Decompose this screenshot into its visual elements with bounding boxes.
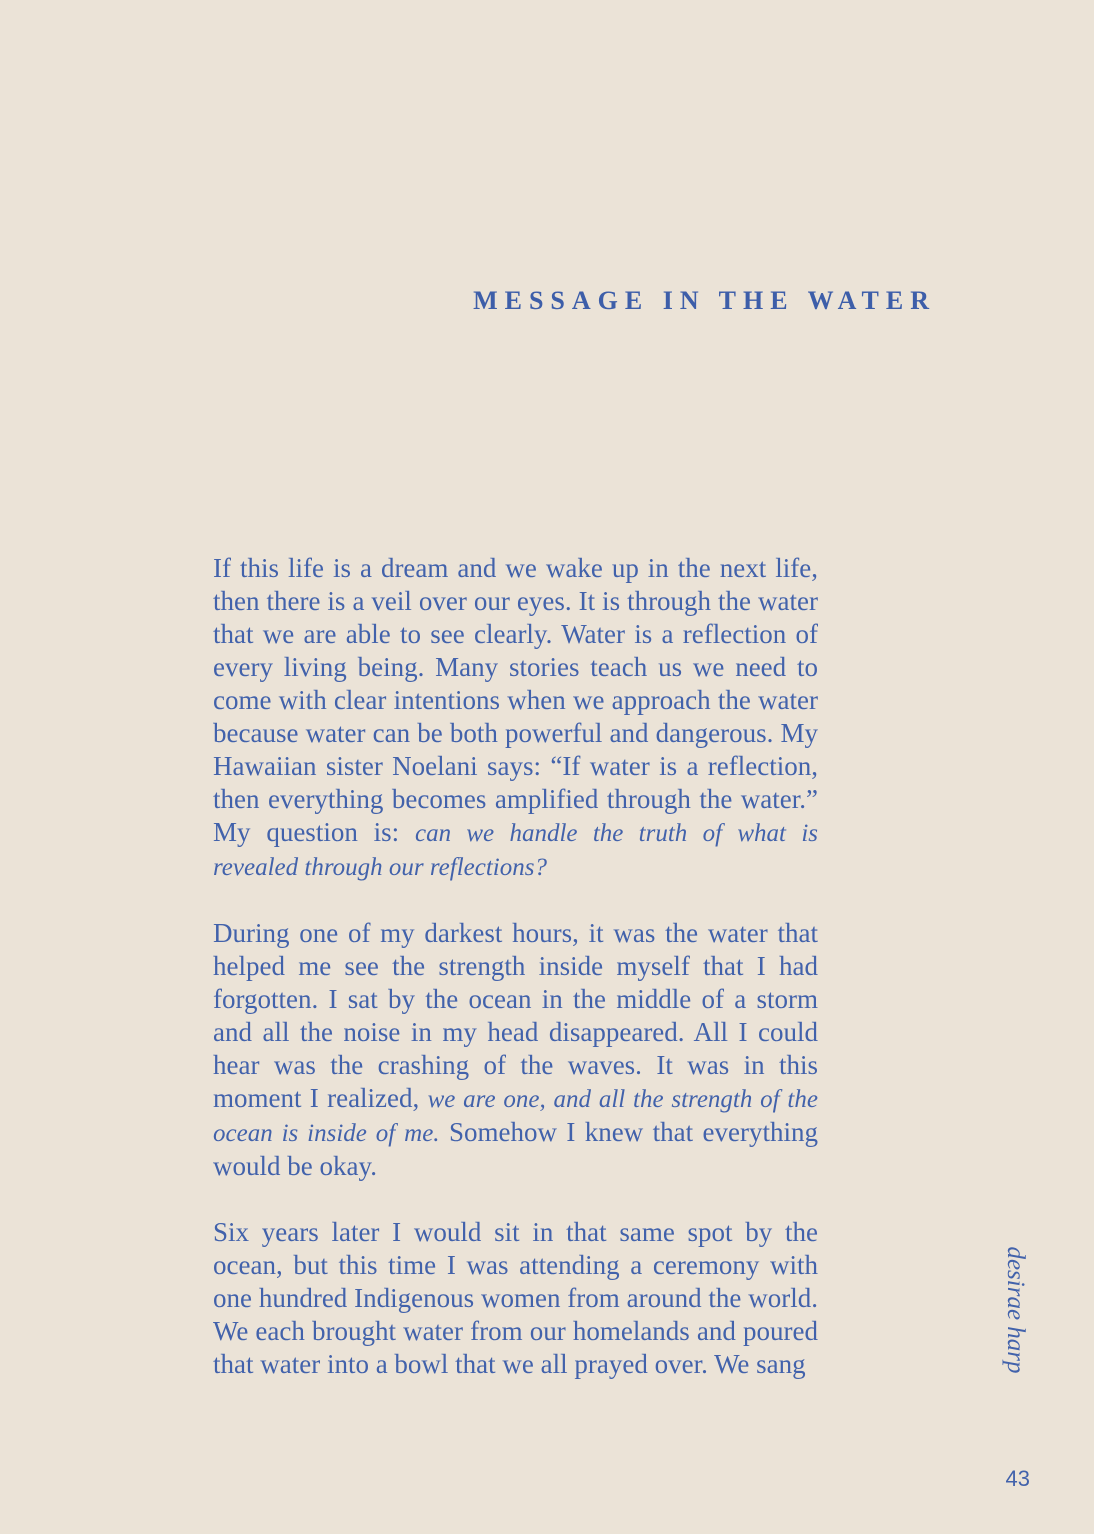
page-title: MESSAGE IN THE WATER [473,286,936,315]
paragraph-3 [213,1216,818,1381]
paragraph-1-italic: can we handle the truth of what is revealed through our reflections? [213,820,818,881]
paragraph-2-italic: we are one, and all the strength of the ocean is inside of me. [213,1086,818,1147]
paragraph-2 [213,917,818,1183]
essay-body [213,552,818,1414]
paragraph-1-text: If this life is a dream and we wake up in the next life, then there is a veil over our eyes. It is through the water that we are able to see clearly. Water is a reflection of every living being. Many stories teach us we need to come with clear intentions when we approach the water because water can be both powerful and dangerous. My Hawaiian sister Noelani says: “If water is a reflection, then everything becomes amplified through the water.” My question is: [213,553,818,847]
paragraph-2-text-before: During one of my darkest hours, it was the water that helped me see the strength inside myself that I had forgotten. I sat by the ocean in the middle of a storm and all the noise in my head disappeared. All I could hear was the crashing of the waves. It was in this moment I realized, [213,918,818,1113]
paragraph-3-text: Six years later I would sit in that same spot by the ocean, but this time I was attending a ceremony with one hundred Indigenous women from around the world. We each brought water from our homelands and poured that water into a bowl that we all prayed over. We sang [213,1217,818,1379]
paragraph-2-text-after: Somehow I knew that everything would be okay. [213,1117,818,1181]
page-number: 43 [1005,1466,1030,1491]
author-name: desirae harp [1002,1246,1029,1374]
paragraph-1 [213,552,818,884]
